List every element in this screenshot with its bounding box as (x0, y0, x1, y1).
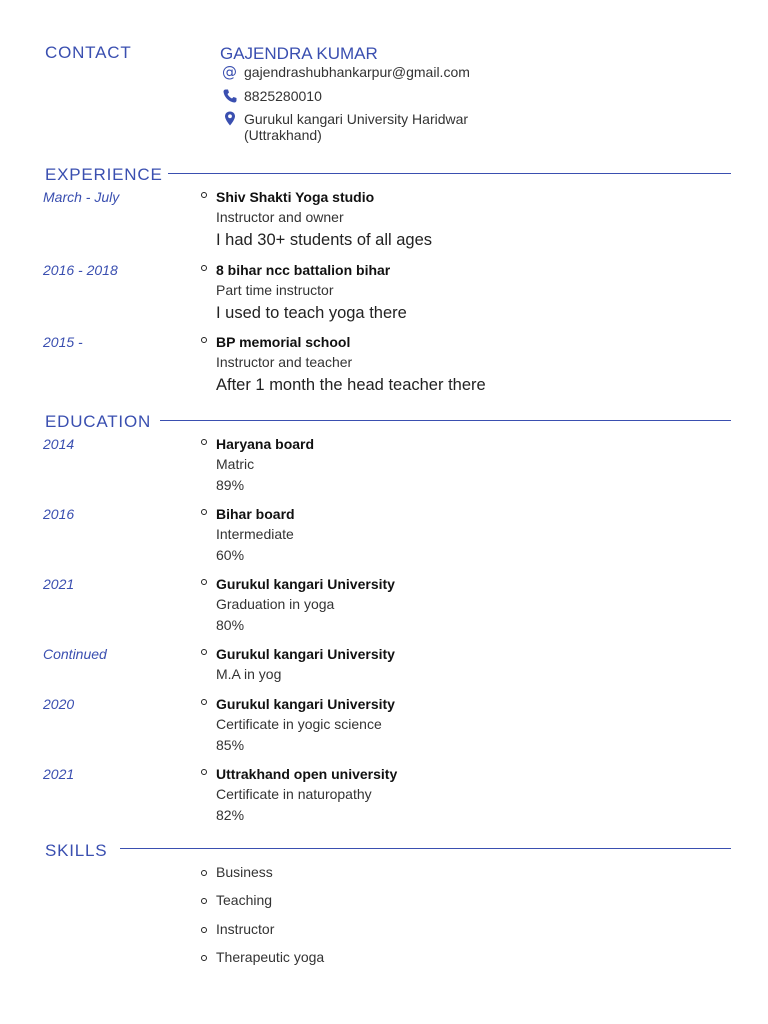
bullet-icon (201, 192, 207, 198)
education-entry (216, 764, 397, 826)
education-date: 2020 (43, 696, 75, 712)
experience-role: Part time instructor (216, 282, 334, 298)
education-score: 80% (216, 617, 245, 633)
bullet-icon (201, 579, 207, 585)
education-date: 2014 (43, 436, 75, 452)
experience-title: BP memorial school (216, 334, 351, 350)
experience-role: Instructor and owner (216, 209, 344, 225)
skill-label: Business (216, 864, 273, 880)
education-date: Continued (43, 646, 107, 662)
bullet-icon (201, 509, 207, 515)
email-text[interactable]: gajendrashubhankarpur@gmail.com (244, 64, 470, 80)
skills-divider (120, 848, 731, 849)
skills-heading: SKILLS (45, 841, 108, 860)
education-score: 85% (216, 737, 245, 753)
education-degree: M.A in yog (216, 666, 282, 682)
education-degree: Matric (216, 456, 255, 472)
education-institution: Gurukul kangari University (216, 696, 395, 712)
candidate-name: GAJENDRA KUMAR (220, 44, 378, 63)
experience-date: March - July (43, 189, 120, 205)
svg-text:@: @ (222, 64, 237, 80)
skill-item (216, 949, 324, 965)
skill-item (216, 921, 274, 937)
education-date: 2016 (43, 506, 75, 522)
address-line-2: (Uttrakhand) (244, 127, 322, 143)
experience-entry (216, 260, 407, 325)
experience-entry (216, 187, 432, 252)
education-degree: Intermediate (216, 526, 294, 542)
experience-description: I used to teach yoga there (216, 304, 407, 322)
experience-date: 2016 - 2018 (43, 262, 118, 278)
at-icon (222, 64, 238, 80)
education-institution: Uttrakhand open university (216, 766, 398, 782)
bullet-icon (201, 699, 207, 705)
skill-label: Instructor (216, 921, 275, 937)
education-score: 60% (216, 547, 245, 563)
experience-description: After 1 month the head teacher there (216, 376, 486, 394)
phone-text[interactable]: 8825280010 (244, 88, 322, 104)
education-date: 2021 (43, 576, 75, 592)
experience-title: Shiv Shakti Yoga studio (216, 189, 375, 205)
education-institution: Gurukul kangari University (216, 576, 395, 592)
education-degree: Certificate in yogic science (216, 716, 382, 732)
education-degree: Certificate in naturopathy (216, 786, 372, 802)
experience-description: I had 30+ students of all ages (216, 231, 433, 249)
experience-divider (168, 173, 731, 174)
location-pin-icon (224, 111, 240, 127)
bullet-icon (201, 337, 207, 343)
education-score: 89% (216, 477, 245, 493)
education-institution: Bihar board (216, 506, 295, 522)
bullet-icon (201, 265, 207, 271)
bullet-icon (201, 439, 207, 445)
education-date: 2021 (43, 766, 75, 782)
education-institution: Gurukul kangari University (216, 646, 395, 662)
experience-date: 2015 - (43, 334, 83, 350)
education-score: 82% (216, 807, 245, 823)
experience-role: Instructor and teacher (216, 354, 353, 370)
education-entry (216, 644, 395, 685)
contact-heading: CONTACT (45, 43, 132, 62)
education-entry (216, 504, 295, 566)
education-institution: Haryana board (216, 436, 315, 452)
education-divider (160, 420, 731, 421)
education-heading: EDUCATION (45, 412, 152, 431)
experience-title: 8 bihar ncc battalion bihar (216, 262, 391, 278)
bullet-icon (201, 898, 207, 904)
bullet-icon (201, 870, 207, 876)
address-line-1: Gurukul kangari University Haridwar (244, 111, 469, 127)
skill-label: Teaching (216, 892, 273, 908)
bullet-icon (201, 649, 207, 655)
skill-item (216, 892, 272, 908)
bullet-icon (201, 927, 207, 933)
skill-label: Therapeutic yoga (216, 949, 325, 965)
education-degree: Graduation in yoga (216, 596, 335, 612)
education-entry (216, 694, 395, 756)
education-entry (216, 574, 395, 636)
education-entry (216, 434, 314, 496)
skill-item (216, 864, 273, 880)
bullet-icon (201, 769, 207, 775)
experience-entry (216, 332, 486, 397)
bullet-icon (201, 955, 207, 961)
experience-heading: EXPERIENCE (45, 165, 163, 184)
phone-icon (222, 88, 238, 104)
